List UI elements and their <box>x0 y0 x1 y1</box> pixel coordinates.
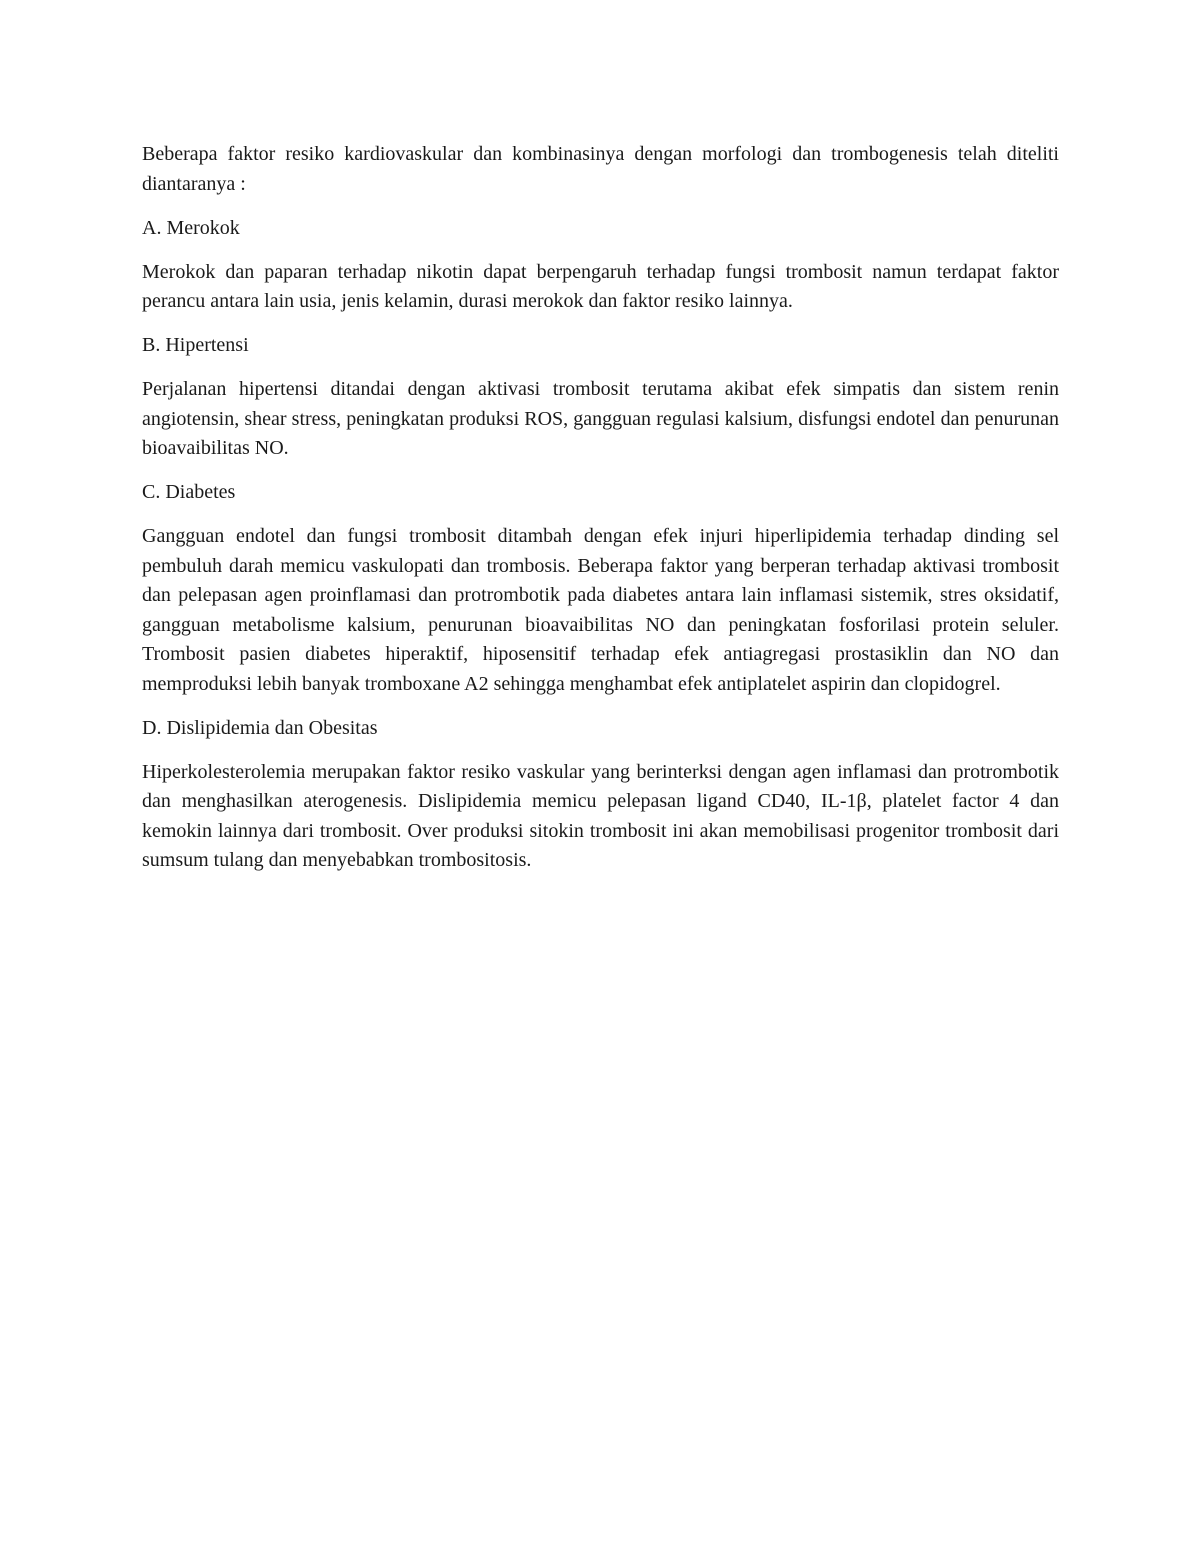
section-heading-hipertensi: B. Hipertensi <box>142 334 249 356</box>
section-heading-dislipidemia: D. Dislipidemia dan Obesitas <box>142 716 378 739</box>
section-body-diabetes: Gangguan endotel dan fungsi trombosit ditambah dengan efek injuri hiperlipidemia terhadap dinding sel pembuluh darah memicu vaskulopati dan trombosis. Beberapa faktor yang berperan terhadap aktivasi trombosit dan pelepasan agen proinflamasi dan protrombotik pada diabetes antara lain inflamasi sistemik, stres oksidatif, gangguan metabolisme kalsium, penurunan bioavaibilitas NO dan peningkatan fosforilasi protein seluler. Trombosit pasien diabetes hiperaktif, hiposensitif terhadap efek antiagregasi prostasiklin dan NO dan memproduksi lebih banyak tromboxane A2 sehingga menghambat efek antiplatelet aspirin dan clopidogrel. <box>142 525 1059 695</box>
section-body-merokok: Merokok dan paparan terhadap nikotin dapat berpengaruh terhadap fungsi trombosit namun terdapat faktor perancu antara lain usia, jenis kelamin, durasi merokok dan faktor resiko lainnya. <box>142 260 1059 312</box>
section-body-dislipidemia: Hiperkolesterolemia merupakan faktor resiko vaskular yang berinterksi dengan agen inflamasi dan protrombotik dan menghasilkan aterogenesis. Dislipidemia memicu pelepasan ligand CD40, IL-1β, platelet factor 4 dan kemokin lainnya dari trombosit. Over produksi sitokin trombosit ini akan memobilisasi progenitor trombosit dari sumsum tulang dan menyebabkan trombositosis. <box>142 760 1059 871</box>
document-body <box>142 140 1059 890</box>
section-heading-merokok: A. Merokok <box>142 216 240 239</box>
section-heading-diabetes: C. Diabetes <box>142 481 236 503</box>
intro-paragraph: Beberapa faktor resiko kardiovaskular dan kombinasinya dengan morfologi dan trombogenesis telah diteliti diantaranya : <box>142 143 1059 195</box>
section-body-hipertensi: Perjalanan hipertensi ditandai dengan aktivasi trombosit terutama akibat efek simpatis dan sistem renin angiotensin, shear stress, peningkatan produksi ROS, gangguan regulasi kalsium, disfungsi endotel dan penurunan bioavaibilitas NO. <box>142 378 1059 459</box>
